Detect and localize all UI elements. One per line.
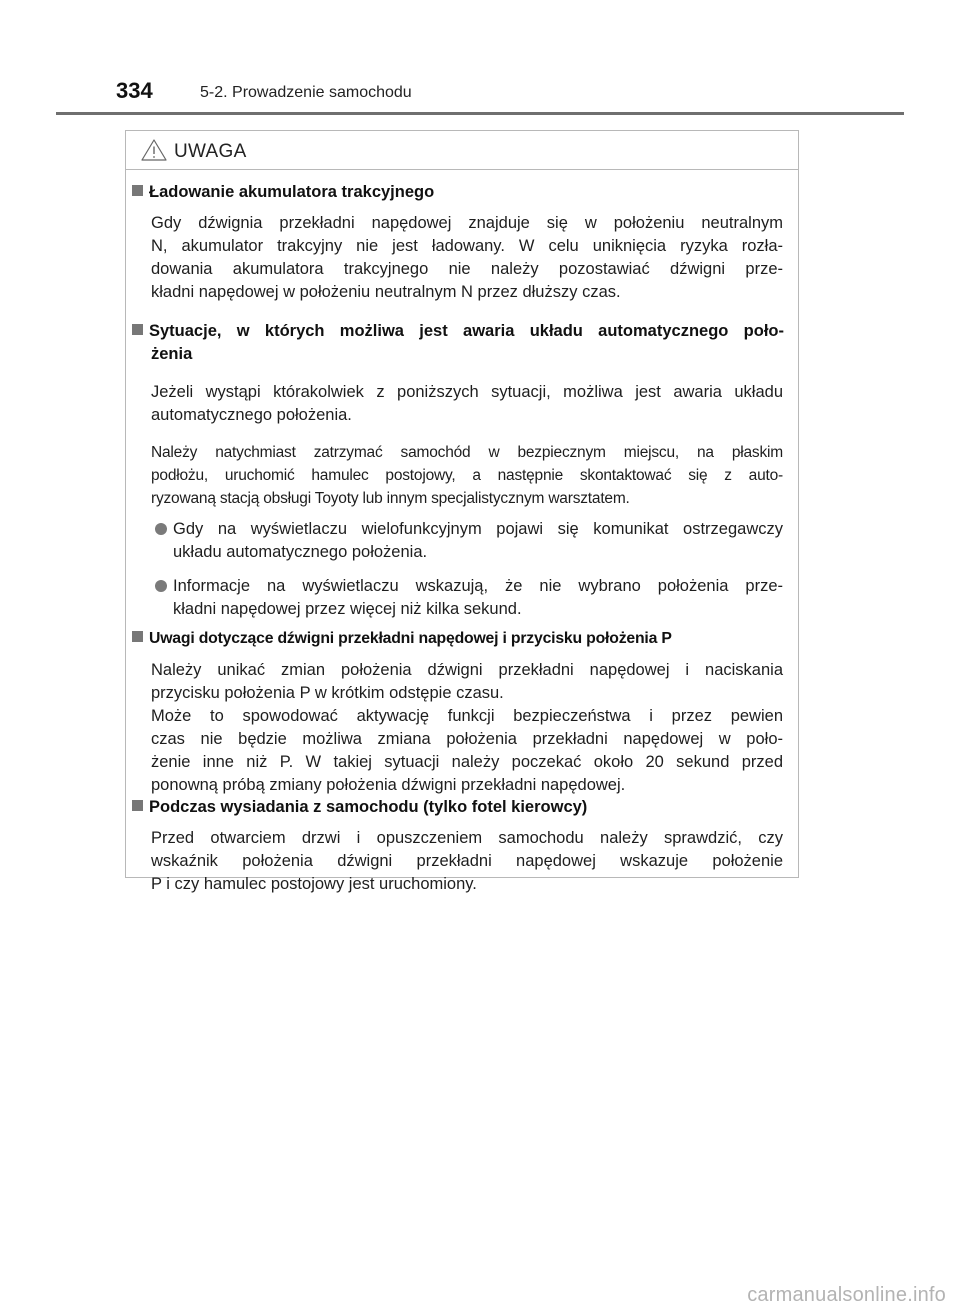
text-line: kładni napędowej w położeniu neutralnym N przez dłuższy czas. <box>151 283 621 301</box>
text-line: Należy natychmiast zatrzymać samochód w bezpiecznym miejscu, na płaskim <box>151 444 783 461</box>
text-line: przycisku położenia P w krótkim odstępie czasu. <box>151 684 504 702</box>
text-line: żenie inne niż P. W takiej sytuacji należy poczekać około 20 sekund przed <box>151 753 783 771</box>
paragraph-failure-intro <box>151 381 783 427</box>
bullet-item-no-position <box>155 575 783 621</box>
section-heading-charging <box>132 181 784 204</box>
text-line: Należy unikać zmian położenia dźwigni przekładni napędowej i naciskania <box>151 661 783 679</box>
paragraph-charging <box>151 212 783 304</box>
section-heading-failure <box>132 320 784 366</box>
heading-text: Sytuacje, w których możliwa jest awaria układu automatycznego poło- <box>149 322 784 340</box>
circle-bullet-icon <box>155 580 167 592</box>
text-line: układu automatycznego położenia. <box>173 543 428 561</box>
section-heading-lever-notes <box>132 627 784 650</box>
text-line: ponowną próbą zmiany położenia dźwigni przekładni napędowej. <box>151 776 626 794</box>
bullet-item-warning-message <box>155 518 783 564</box>
heading-text: Ładowanie akumulatora trakcyjnego <box>149 183 435 201</box>
square-bullet-icon <box>132 800 143 811</box>
text-line: N, akumulator trakcyjny nie jest ładowany. W celu uniknięcia ryzyka rozła- <box>151 237 783 255</box>
paragraph-failure-action <box>151 441 783 510</box>
warning-triangle-icon <box>140 138 168 162</box>
bullet-text <box>173 518 783 564</box>
square-bullet-icon <box>132 185 143 196</box>
text-line: dowania akumulatora trakcyjnego nie należy pozostawiać dźwigni prze- <box>151 260 783 278</box>
watermark: carmanualsonline.info <box>747 1284 946 1306</box>
section-heading-exiting <box>132 796 784 819</box>
square-bullet-icon <box>132 631 143 642</box>
heading-text: Podczas wysiadania z samochodu (tylko fotel kierowcy) <box>149 798 588 816</box>
text-line: Przed otwarciem drzwi i opuszczeniem samochodu należy sprawdzić, czy <box>151 829 783 847</box>
text-line: podłożu, uruchomić hamulec postojowy, a następnie skontaktować się z auto- <box>151 467 783 484</box>
text-line: Może to spowodować aktywację funkcji bezpieczeństwa i przez pewien <box>151 707 783 725</box>
text-line: Informacje na wyświetlaczu wskazują, że nie wybrano położenia prze- <box>173 577 783 595</box>
text-line: kładni napędowej przez więcej niż kilka sekund. <box>173 600 522 618</box>
warning-box <box>125 130 799 893</box>
text-line: Gdy na wyświetlaczu wielofunkcyjnym pojawi się komunikat ostrzegawczy <box>173 520 783 538</box>
text-line: czas nie będzie możliwa zmiana położenia przekładni napędowej w poło- <box>151 730 783 748</box>
page-number: 334 <box>116 78 153 103</box>
chapter-title: 5-2. Prowadzenie samochodu <box>200 84 412 101</box>
text-line: automatycznego położenia. <box>151 406 352 424</box>
square-bullet-icon <box>132 324 143 335</box>
paragraph-lever-notes <box>151 659 783 797</box>
text-line: P i czy hamulec postojowy jest uruchomiony. <box>151 875 477 893</box>
paragraph-exiting <box>151 827 783 896</box>
warning-header <box>126 131 798 170</box>
text-line: Jeżeli wystąpi którakolwiek z poniższych sytuacji, możliwa jest awaria układu <box>151 383 783 401</box>
text-line: żenia <box>151 345 193 363</box>
bullet-text <box>173 575 783 621</box>
warning-title: UWAGA <box>174 141 247 162</box>
header-rule <box>56 112 904 115</box>
text-line: Gdy dźwignia przekładni napędowej znajduje się w położeniu neutralnym <box>151 214 783 232</box>
text-line: ryzowaną stacją obsługi Toyoty lub innym specjalistycznym warsztatem. <box>151 490 630 507</box>
text-line: wskaźnik położenia dźwigni przekładni napędowej wskazuje położenie <box>151 852 783 870</box>
circle-bullet-icon <box>155 523 167 535</box>
heading-text: Uwagi dotyczące dźwigni przekładni napędowej i przycisku położenia P <box>149 630 672 647</box>
text-line <box>132 320 784 343</box>
